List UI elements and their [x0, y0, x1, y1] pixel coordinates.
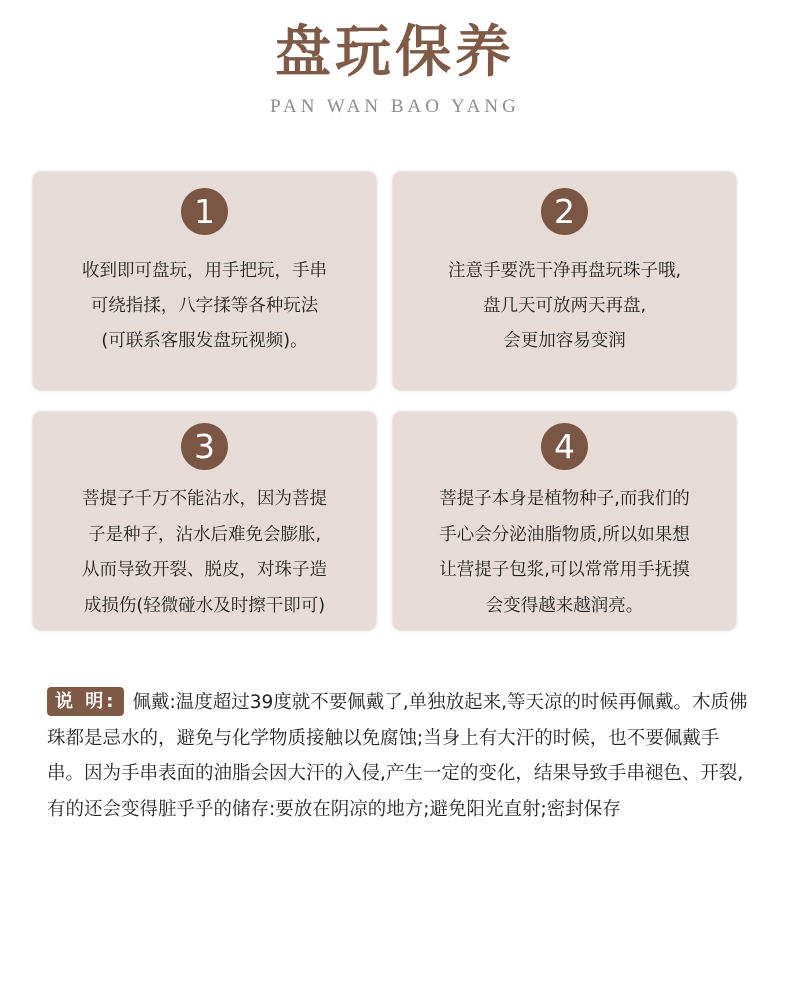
card-text [403, 482, 726, 624]
note-text: 佩戴:温度超过39度就不要佩戴了,单独放起来,等天凉的时候再佩戴。木质佛珠都是忌水的，避免与化学物质接触以免腐蚀;当身上有大汗的时候，也不要佩戴手串。因为手串表面的油脂会因大汗的入侵,产生一定的变化，结果导致手串褪色、开裂,有的还会变得脏乎乎的储存:要放在阴凉的地方;避免阳光直射;密封保存 [47, 692, 748, 820]
care-card-3 [33, 412, 376, 630]
card-line: 收到即可盘玩，用手把玩，手串 [82, 261, 327, 281]
card-line: 让营提子包浆,可以常常用手抚摸 [439, 560, 690, 580]
card-text [403, 254, 726, 359]
card-line: 会变得越来越润亮。 [485, 595, 644, 616]
step-number-badge: 1 [181, 188, 228, 235]
page-subtitle: PAN WAN BAO YANG [270, 96, 520, 117]
card-line: 菩提子千万不能沾水，因为菩提 [82, 489, 327, 509]
card-line: 注意手要洗干净再盘玩珠子哦, [447, 261, 682, 281]
step-number-badge: 2 [541, 188, 588, 235]
step-number-badge: 3 [181, 423, 228, 470]
care-note [47, 685, 749, 827]
card-line: 成损伤(轻微碰水及时擦干即可) [83, 595, 326, 616]
card-text [43, 254, 366, 359]
step-number-badge: 4 [541, 423, 588, 470]
card-text [43, 482, 366, 624]
page-title: 盘玩保养 [275, 19, 515, 85]
card-line: 手心会分泌油脂物质,所以如果想 [439, 524, 690, 545]
care-card-2 [393, 172, 736, 390]
care-card-4 [393, 412, 736, 630]
card-line: 盘几天可放两天再盘, [482, 296, 647, 316]
card-line: 从而导致开裂、脱皮，对珠子造 [82, 560, 327, 580]
card-line: 可绕指揉，八字揉等各种玩法 [90, 296, 319, 316]
card-line: (可联系客服发盘玩视频)。 [101, 331, 308, 351]
card-line: 菩提子本身是植物种子,而我们的 [439, 489, 690, 509]
note-label-badge: 说 明: [47, 687, 124, 716]
card-line: 会更加容易变润 [503, 331, 626, 351]
care-card-1 [33, 172, 376, 390]
card-line: 子是种子，沾水后难免会膨胀, [87, 524, 322, 545]
